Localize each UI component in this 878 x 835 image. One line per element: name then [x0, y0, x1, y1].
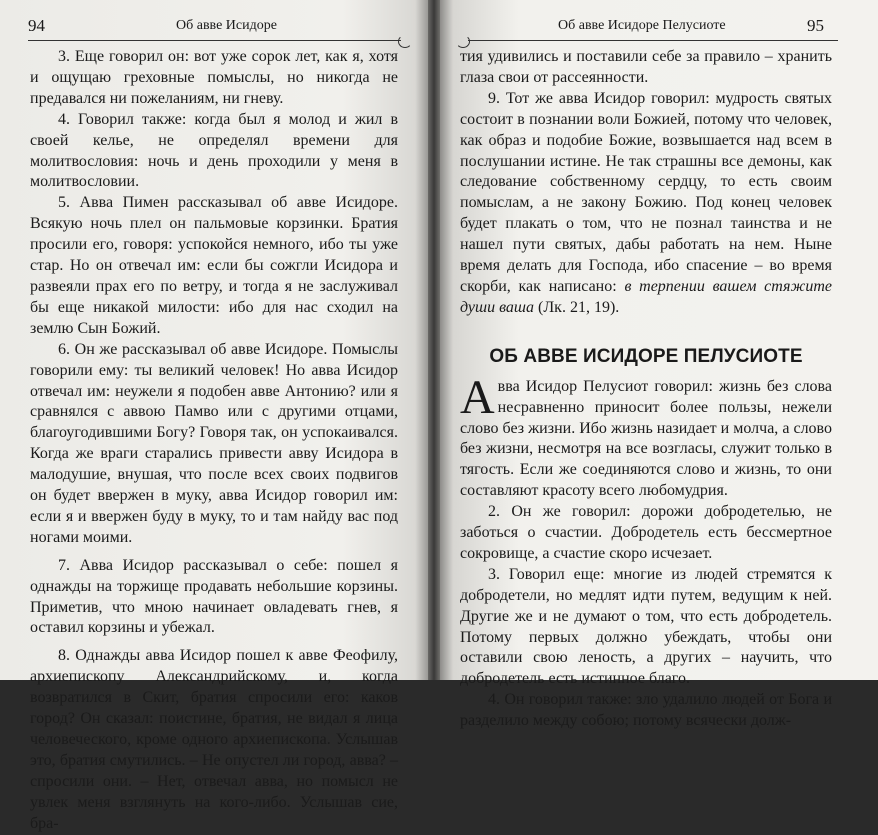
paragraph: 2. Он же говорил: дорожи добродетелью, не заботься о счастии. Добродетель есть бессмертное сокровище, а счастие скоро исчезает.	[460, 503, 832, 562]
first-paragraph	[460, 370, 832, 502]
left-page	[0, 0, 428, 832]
header-ornament-icon	[398, 35, 412, 48]
paragraph: 3. Говорил еще: многие из людей стремятся к добродетели, но медлят идти путем, ведущим к ней. Другие же и не думают о том, что есть добродетель. Потому первых должно убеждать, чтобы они оставили свою леность, а других – научить, что добродетель есть истинное благо.	[460, 565, 832, 688]
left-page-text	[30, 47, 398, 835]
first-paragraph-text: вва Исидор Пелусиот говорил: жизнь без слова несравненно приносит более пользы, нежели слово без жизни. Ибо жизнь назидает и молча, а слово без жизни, несмотря на все возгласы, служит только в тягость. Если же соединяются слово и жизнь, то они составляют красоту всего любомудрия.	[460, 377, 832, 500]
paragraph-continuation: тия удивились и поставили себе за правило – хранить глаза свои от рассеянности.	[460, 48, 832, 86]
left-page-number: 94	[28, 16, 45, 35]
section-heading: ОБ АВВЕ ИСИДОРЕ ПЕЛУСИОТЕ	[489, 345, 803, 367]
paragraph: 3. Еще говорил он: вот уже сорок лет, как я, хотя и ощущаю греховные помыслы, но никогда не предавался ни пожеланиям, ни гневу.	[30, 48, 398, 107]
scripture-reference: (Лк. 21, 19).	[533, 298, 620, 316]
paragraph: 4. Он говорил также: зло удалило людей от Бога и разделило между собою; потому всячески долж-	[460, 691, 832, 730]
right-page-text	[460, 47, 832, 732]
left-page-header	[28, 12, 413, 40]
right-page-header	[458, 12, 838, 40]
left-header-rule	[28, 40, 401, 41]
paragraph-9-text: 9. Тот же авва Исидор говорил: мудрость святых состоит в познании воли Божией, потому что человек, как образ и подобие Божие, возвышается над всем в послушании истине. Не так страшны все демоны, как следование собственному сердцу, то есть своим помыслам, а не закону Божию. Под конец человек будет плакать о том, что не познал таинства и не нашел пути святых, дабы работать на нем. Ныне время делать для Господа, ибо спасение – во время скорби, как написано:	[460, 89, 832, 295]
drop-cap: А	[460, 370, 495, 424]
paragraph: 6. Он же рассказывал об авве Исидоре. Помыслы говорили ему: ты великий человек! Но авва Исидор отвечал им: неужели я подобен авве Антонию? или я сравнялся с аввою Памво или с другими отцами, благоугодившими Богу? Говоря так, он успокаивался. Когда же враги старались привести авву Исидора в малодушие, внушая, что после всех своих подвигов он будет ввержен в муку, авва Исидор говорил им: если я и ввержен буду в муку, то и там найду вас под ногами моими.	[30, 340, 398, 546]
right-header-rule	[468, 40, 838, 41]
paragraph: 7. Авва Исидор рассказывал о себе: пошел я однажды на торжище продавать небольшие корзины. Приметив, что мною начинает овладевать гнев, я оставил корзины и убежал.	[30, 556, 398, 637]
paragraph: 5. Авва Пимен рассказывал об авве Исидоре. Всякую ночь плел он пальмовые корзинки. Братия просили его, говоря: успокойся немного, ибо ты уже стар. Но он отвечал им: если бы сожгли Исидора и развеяли прах его по ветру, и тогда я не заслуживал бы еще никакой милости: ибо для нас сходил на землю Сын Божий.	[30, 194, 398, 337]
book-gutter	[428, 0, 440, 680]
scripture-quote: в терпении вашем стяжите души ваша	[460, 277, 833, 316]
right-page	[440, 0, 878, 730]
right-page-number: 95	[807, 16, 824, 35]
paragraph: 8. Однажды авва Исидор пошел к авве Феофилу, архиепископу Александрийскому, и, когда возвратился в Скит, братия спросили его: каков город? Он сказал: поистине, братия, не видал я лица человеческого, кроме одного архиепископа. Услышав это, братия смутились. – Не опустел ли город, авва? – спросили они. – Нет, отвечал авва, но помысл не увлек меня взглянуть на кого-либо. Услышав сие, бра-	[30, 647, 398, 832]
right-running-title: Об авве Исидоре Пелусиоте	[558, 18, 726, 33]
paragraph-9	[460, 89, 832, 319]
paragraph: 4. Говорил также: когда был я молод и жил в своей келье, не определял времени для молитвословия: ночь и день проходили у меня в молитвословии.	[30, 110, 398, 191]
left-running-title: Об авве Исидоре	[176, 18, 277, 33]
